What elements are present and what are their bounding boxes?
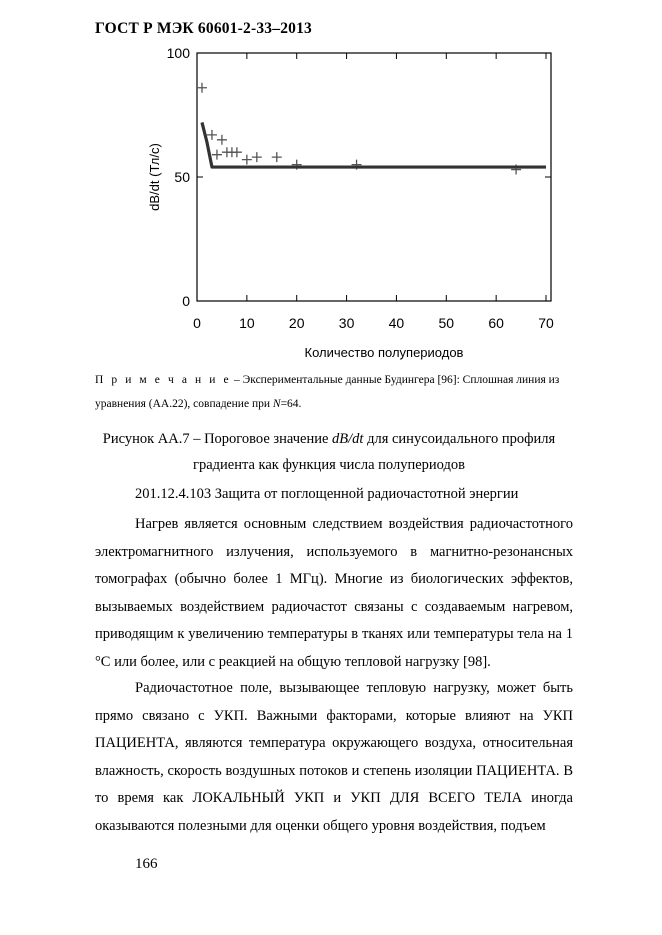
x-tick-label: 10	[239, 315, 255, 331]
x-tick-label: 40	[388, 315, 405, 331]
data-point	[207, 130, 217, 140]
y-tick-label: 0	[182, 293, 190, 309]
data-point	[197, 83, 207, 93]
figure-note	[95, 368, 563, 416]
caption-line-2: градиента как функция числа полупериодов	[193, 457, 465, 473]
fit-line	[202, 122, 546, 167]
page-number: 166	[135, 856, 158, 872]
paragraph: Радиочастотное поле, вызывающее тепловую нагрузку, может быть прямо связано с УКП. Важными факторами, которые влияют на УКП ПАЦИЕНТА, являются температура окружающего воздуха, относительная влажность, скорость воздушных потоков и степень изоляции ПАЦИЕНТА. В то время как ЛОКАЛЬНЫЙ УКП и УКП ДЛЯ ВСЕГО ТЕЛА иногда оказываются полезными для оценки общего уровня воздействия, подъем	[95, 680, 573, 834]
data-point	[212, 150, 222, 160]
data-point	[217, 135, 227, 145]
caption-variable: dB/dt	[332, 431, 364, 447]
x-tick-label: 20	[288, 315, 305, 331]
note-text: – Экспериментальные данные Будингера [96]: Сплошная линия из уравнения (АА.22), совпадение при	[95, 374, 560, 410]
y-tick-label: 50	[174, 169, 190, 185]
x-axis-label: Количество полупериодов	[304, 345, 464, 360]
x-tick-label: 50	[438, 315, 455, 331]
x-tick-label: 0	[193, 315, 201, 331]
data-point	[252, 152, 262, 162]
document-header: ГОСТ Р МЭК 60601-2-33–2013	[95, 20, 313, 37]
caption-suffix: для синусоидального профиля	[363, 431, 556, 447]
x-tick-label: 70	[538, 315, 554, 331]
paragraph: Нагрев является основным следствием воздействия радиочастотного электромагнитного излучения, используемого в магнитно-резонансных томографах (обычно более 1 МГц). Многие из биологических эффектов, вызываемых воздействием радиочастот связаны с создаваемым нагревом, приводящим к увеличению температуры в тканях или температуры тела на 1 °С или более, или с реакцией на общую тепловой нагрузку [98].	[95, 516, 573, 670]
x-tick-label: 30	[338, 315, 355, 331]
caption-prefix: Рисунок АА.7 – Пороговое значение	[102, 431, 333, 447]
threshold-chart	[0, 0, 662, 370]
y-axis-label: dB/dt (Тл/с)	[147, 143, 162, 211]
y-tick-label: 100	[166, 45, 190, 61]
section-title: 201.12.4.103 Защита от поглощенной радиочастотной энергии	[135, 486, 519, 502]
data-point	[272, 152, 282, 162]
data-point	[232, 147, 242, 157]
note-tail: =64.	[280, 398, 302, 410]
x-tick-label: 60	[488, 315, 504, 331]
caption-line-1	[95, 426, 563, 452]
plot-frame	[197, 53, 551, 301]
data-point	[242, 155, 252, 165]
note-label: П р и м е ч а н и е	[95, 374, 232, 386]
figure-caption	[95, 426, 563, 478]
note-variable: N	[272, 398, 281, 410]
